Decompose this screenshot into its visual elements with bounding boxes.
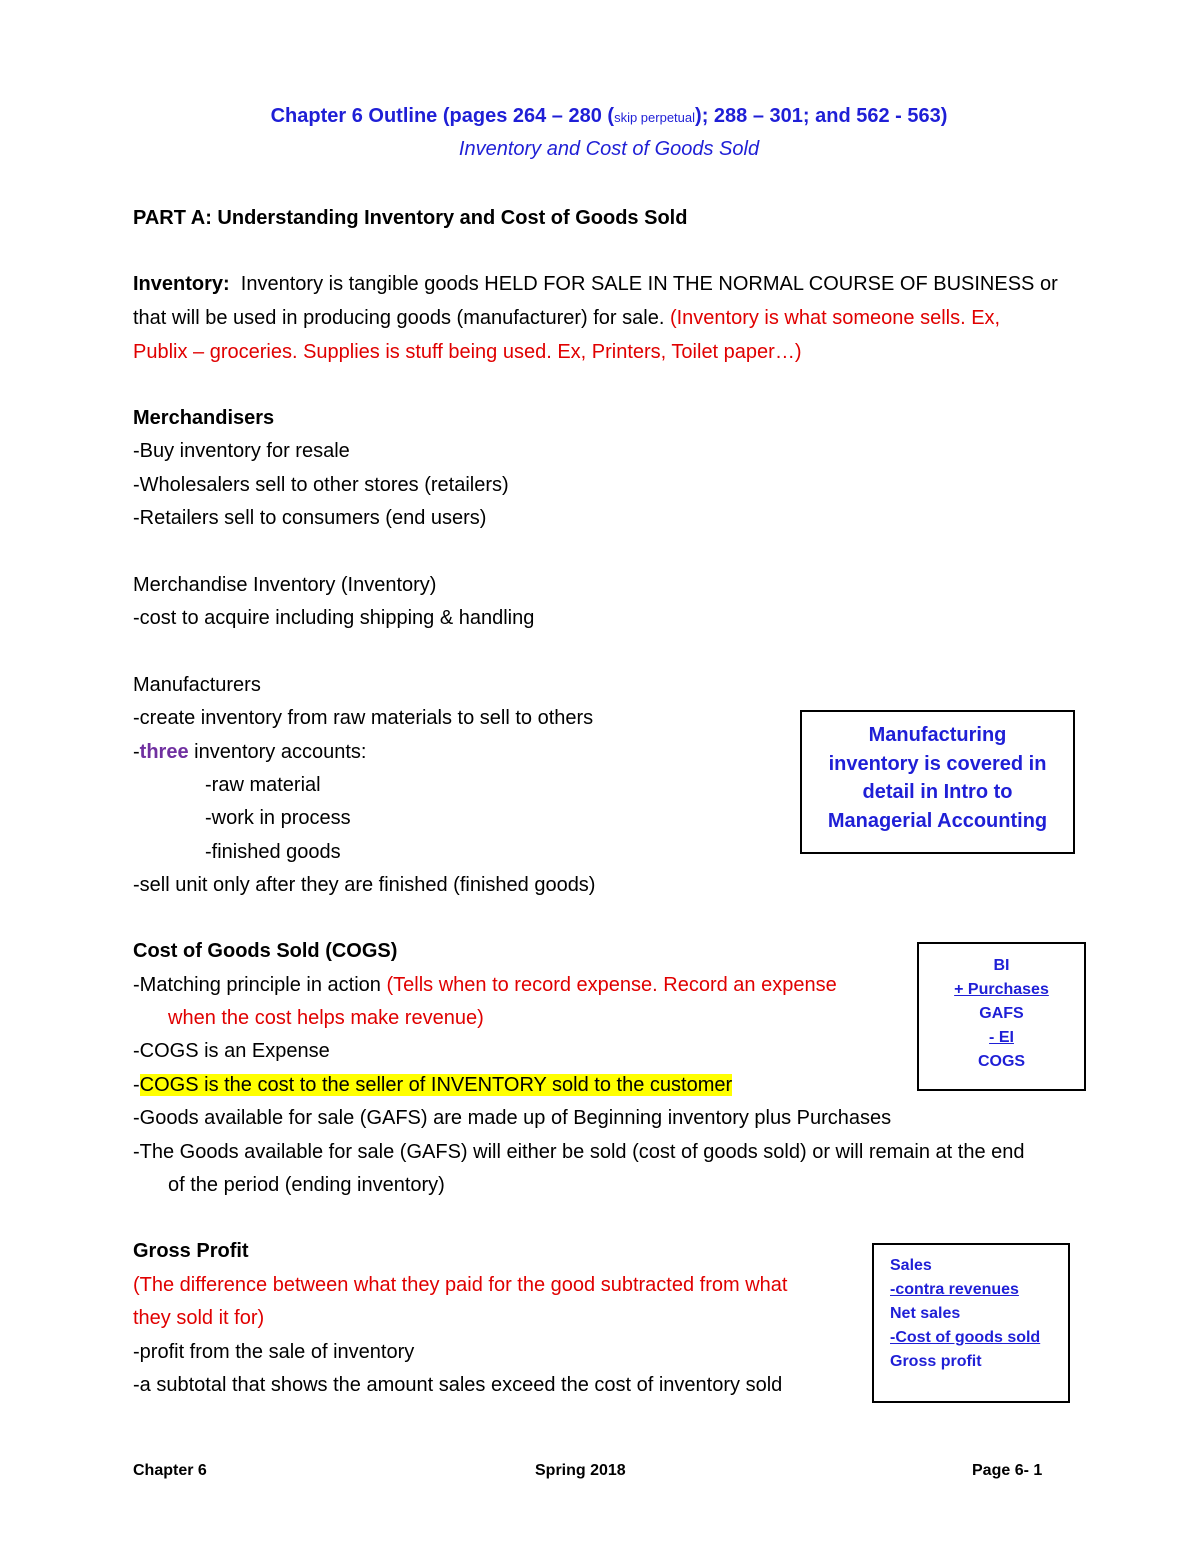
merch-inventory-item: -cost to acquire including shipping & handling: [133, 607, 535, 629]
inventory-label: Inventory:: [133, 273, 230, 295]
inventory-line-2-text: that will be used in producing goods (manufacturer) for sale.: [133, 307, 670, 329]
page-subtitle: Inventory and Cost of Goods Sold: [458, 138, 760, 160]
gross-profit-note-1: (The difference between what they paid for the good subtracted from what: [133, 1274, 788, 1296]
account-item: -work in process: [205, 807, 351, 829]
cogs-line-6: -The Goods available for sale (GAFS) will either be sold (cost of goods sold) or will remain at the end: [133, 1141, 1025, 1163]
dash: -: [133, 1074, 140, 1096]
merchandisers-heading: Merchandisers: [133, 407, 275, 429]
footer-chapter: Chapter 6: [133, 1462, 207, 1479]
part-a-heading: PART A: Understanding Inventory and Cost of Goods Sold: [133, 207, 688, 229]
accounts-text: inventory accounts:: [188, 741, 367, 763]
inventory-note-red: (Inventory is what someone sells. Ex,: [669, 307, 1001, 329]
box-line: Manufacturing: [868, 724, 1007, 746]
cogs-line-4: [133, 1072, 732, 1098]
gross-profit-heading: Gross Profit: [133, 1240, 249, 1262]
three-highlight: three: [139, 741, 189, 763]
inventory-definition: Inventory is tangible goods HELD FOR SALE IN THE NORMAL COURSE OF BUSINESS or: [229, 273, 1058, 295]
cogs-formula-box: [917, 942, 1086, 1091]
title-main: Chapter 6 Outline (pages 264 – 280 (: [270, 105, 615, 127]
box-line: Gross profit: [890, 1353, 982, 1370]
box-line: - EI: [989, 1029, 1014, 1046]
account-item: -raw material: [205, 774, 321, 796]
box-line: COGS: [977, 1053, 1026, 1070]
box-line: Managerial Accounting: [827, 809, 1048, 832]
merchandisers-item: -Wholesalers sell to other stores (retailers): [133, 474, 509, 496]
box-line: detail in Intro to: [862, 781, 1013, 803]
footer-page-number: Page 6- 1: [972, 1462, 1043, 1479]
box-line: Sales: [890, 1257, 932, 1274]
box-line: inventory is covered in: [828, 752, 1047, 775]
cogs-line-1: [133, 972, 837, 998]
cogs-line-5: -Goods available for sale (GAFS) are made up of Beginning inventory plus Purchases: [133, 1107, 892, 1129]
gross-profit-item-2: -a subtotal that shows the amount sales exceed the cost of inventory sold: [133, 1374, 783, 1396]
account-item: -finished goods: [205, 841, 341, 863]
title-end: ); 288 – 301; and 562 - 563): [695, 105, 948, 127]
cogs-line-1-text: -Matching principle in action: [133, 974, 387, 996]
page-title: [0, 105, 1200, 128]
gross-profit-note-2: they sold it for): [133, 1307, 265, 1329]
manufacturers-heading: Manufacturers: [133, 674, 261, 696]
cogs-line-7: of the period (ending inventory): [168, 1174, 445, 1196]
title-small: skip perpetual: [614, 110, 696, 125]
box-line: + Purchases: [954, 981, 1049, 998]
cogs-highlighted-definition: COGS is the cost to the seller of INVENTORY sold to the customer: [139, 1074, 733, 1096]
merchandisers-item: -Buy inventory for resale: [133, 440, 350, 462]
cogs-line-2: when the cost helps make revenue): [168, 1007, 484, 1029]
cogs-heading: Cost of Goods Sold (COGS): [133, 940, 398, 962]
cogs-note-red: (Tells when to record expense. Record an expense: [386, 974, 837, 996]
box-line: -Cost of goods sold: [890, 1329, 1041, 1346]
dash: -: [133, 741, 140, 763]
manufacturers-item-1: -create inventory from raw materials to sell to others: [133, 707, 594, 729]
manufacturers-item-2: [133, 739, 366, 765]
merchandisers-item: -Retailers sell to consumers (end users): [133, 507, 487, 529]
box-line: -contra revenues: [890, 1281, 1019, 1298]
cogs-line-3: -COGS is an Expense: [133, 1040, 330, 1062]
box-line: Net sales: [890, 1305, 961, 1322]
manufacturing-note-box: [800, 710, 1075, 854]
merch-inventory-heading: Merchandise Inventory (Inventory): [133, 574, 437, 596]
inventory-line-3: Publix – groceries. Supplies is stuff being used. Ex, Printers, Toilet paper…): [133, 341, 802, 363]
footer-term: Spring 2018: [535, 1462, 626, 1479]
inventory-line-2: [133, 305, 1000, 331]
gross-profit-formula-box: [872, 1243, 1070, 1403]
box-line: GAFS: [979, 1005, 1024, 1022]
inventory-line-1: [133, 271, 1058, 297]
manufacturers-item-3: -sell unit only after they are finished (finished goods): [133, 874, 596, 896]
gross-profit-item-1: -profit from the sale of inventory: [133, 1341, 415, 1363]
box-line: BI: [993, 957, 1010, 974]
